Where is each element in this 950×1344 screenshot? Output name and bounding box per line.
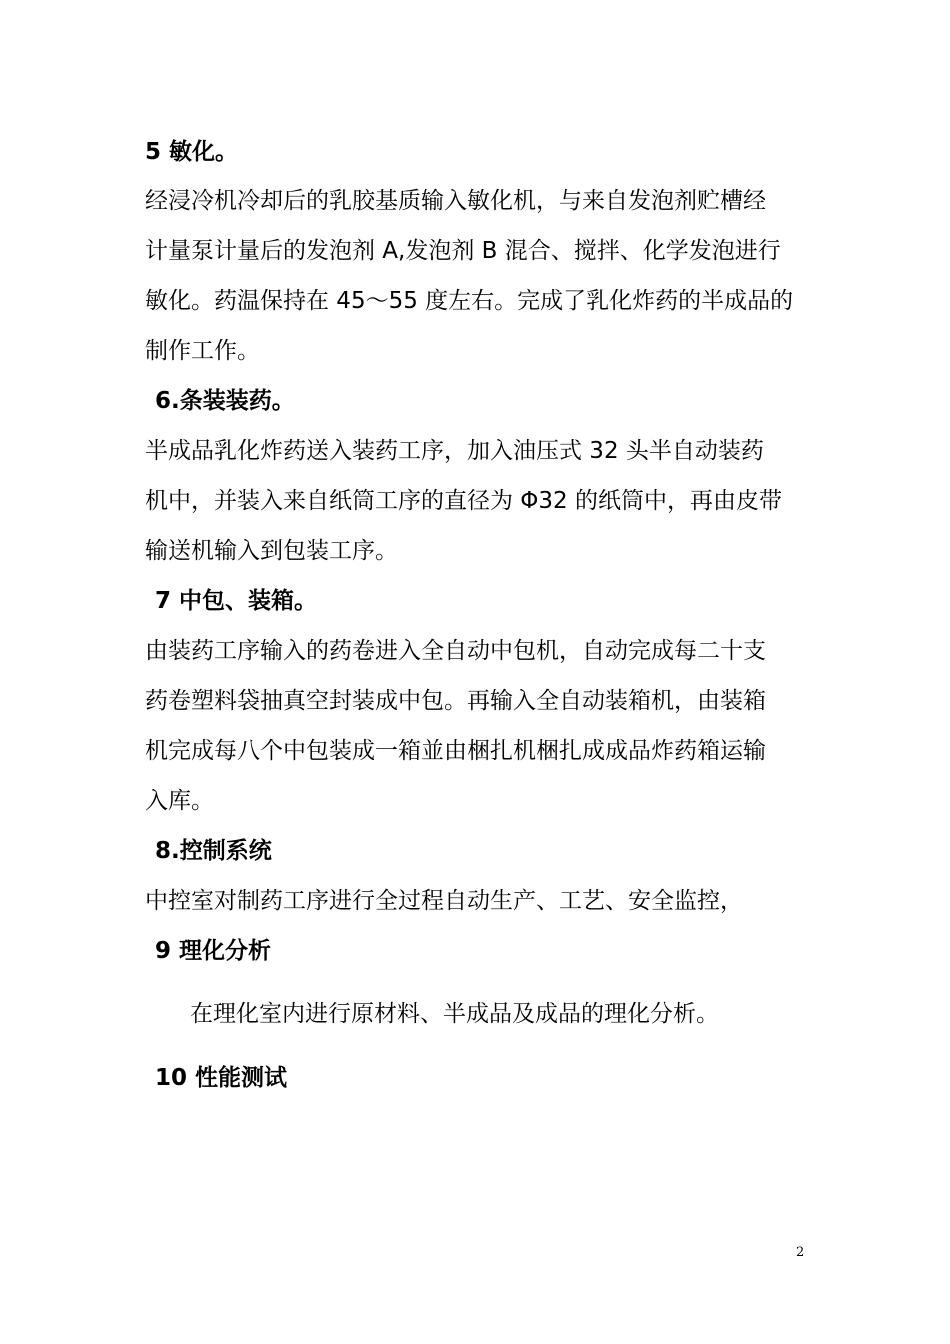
section-7-heading: 7 中包、装箱。 [155,588,318,614]
section-8-heading: 8.控制系统 [155,838,272,864]
section-7-line-1: 由装药工序输入的药卷进入全自动中包机，自动完成每二十支 [145,638,766,664]
section-6-line-2: 机中，并装入来自纸筒工序的直径为 Φ32 的纸筒中，再由皮带 [145,488,782,514]
section-5-line-2: 计量泵计量后的发泡剂 A,发泡剂 B 混合、搅拌、化学发泡进行 [145,238,781,264]
section-6-heading: 6.条装装药。 [155,388,295,414]
section-5-heading: 5 敏化。 [145,139,239,165]
section-7-line-2: 药卷塑料袋抽真空封装成中包。再输入全自动装箱机，由装箱 [145,688,766,714]
section-10-heading: 10 性能测试 [155,1065,288,1091]
section-7-line-3: 机完成每八个中包装成一箱並由梱扎机梱扎成成品炸药箱运输 [145,738,766,764]
section-9-heading: 9 理化分析 [155,938,272,964]
section-5-line-4: 制作工作。 [145,338,260,364]
section-6-line-1: 半成品乳化炸药送入装药工序，加入油压式 32 头半自动装药 [145,438,764,464]
section-5-line-1: 经浸冷机冷却后的乳胶基质输入敏化机，与来自发泡剂贮槽经 [145,188,766,214]
section-7-line-4: 入库。 [145,788,214,814]
page-number: 2 [796,1245,805,1260]
section-9-line-1: 在理化室内进行原材料、半成品及成品的理化分析。 [190,1001,719,1027]
section-8-line-1: 中控室对制药工序进行全过程自动生产、工艺、安全监控， [145,888,743,914]
section-5-line-3: 敏化。药温保持在 45～55 度左右。完成了乳化炸药的半成品的 [145,288,794,314]
section-6-line-3: 输送机输入到包装工序。 [145,538,398,564]
